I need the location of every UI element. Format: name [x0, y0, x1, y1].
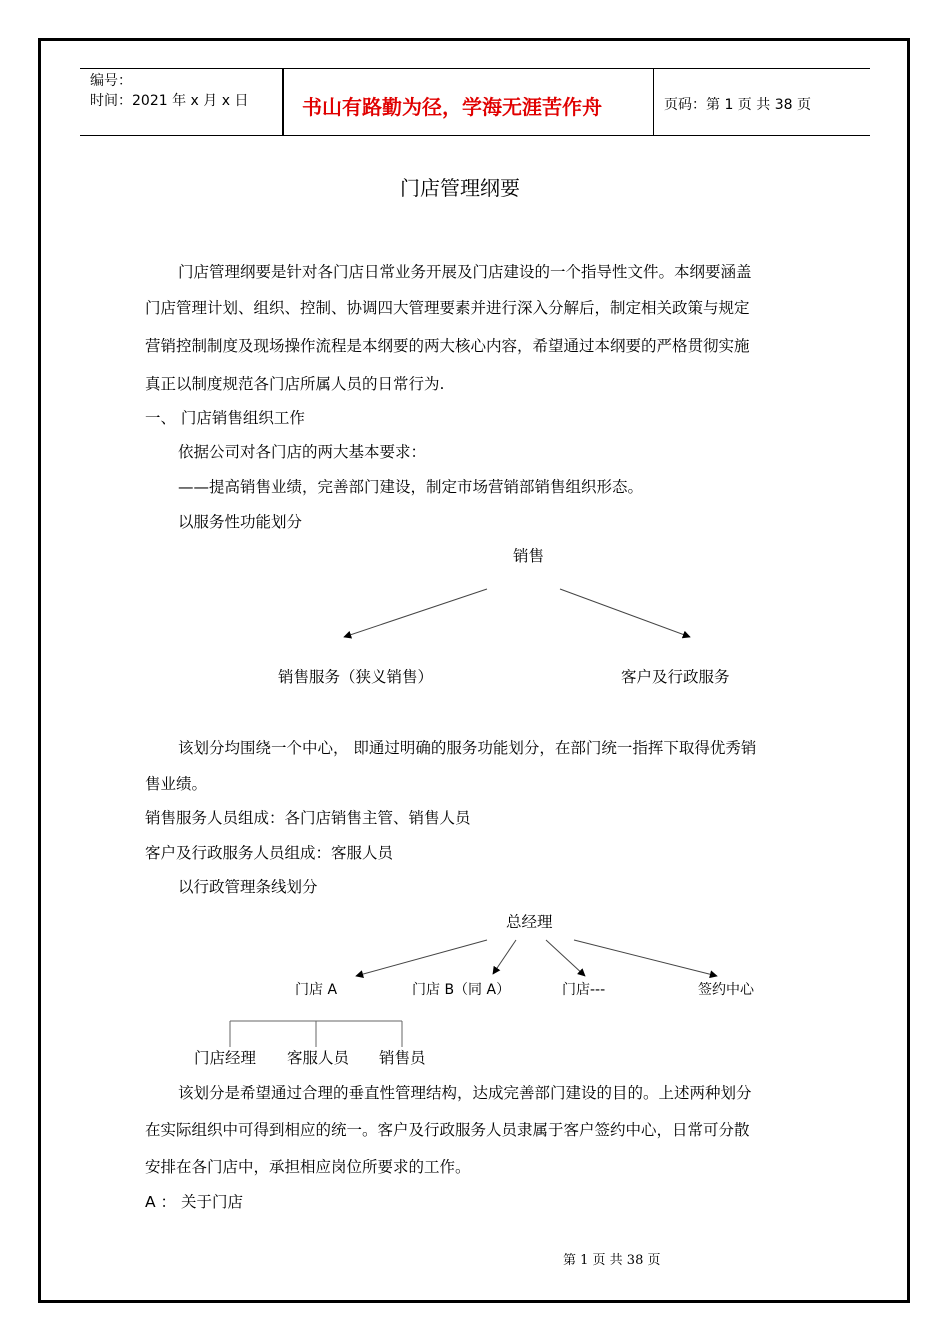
para2-line-1: 该划分均围绕一个中心， 即通过明确的服务功能划分，在部门统一指挥下取得优秀销 [178, 739, 757, 757]
composition-service: 客户及行政服务人员组成：客服人员 [145, 844, 394, 862]
diagram2-sub-sales: 销售员 [379, 1049, 426, 1067]
para3-line-2: 在实际组织中可得到相应的统一。客户及行政服务人员隶属于客户签约中心，日常可分散 [145, 1121, 750, 1139]
page-title: 门店管理纲要 [400, 176, 520, 200]
diagram1-arrow-left [344, 589, 487, 637]
doc-time-label: 时间：2021 年 x 月 x 日 [90, 93, 249, 109]
diagram2-arrow-d [574, 940, 717, 976]
diagram1-right-node: 客户及行政服务 [621, 668, 730, 686]
diagram2-root: 总经理 [506, 913, 553, 931]
diagram1-root: 销售 [513, 547, 545, 565]
para3-line-3: 安排在各门店中，承担相应岗位所要求的工作。 [145, 1158, 471, 1176]
doc-number-label: 编号： [90, 73, 132, 89]
diagram2-node-signing-center: 签约中心 [698, 982, 754, 998]
page-footer: 第 1 页 共 38 页 [563, 1253, 661, 1268]
diagram1-arrow-right [560, 589, 690, 637]
diagram2-arrow-c [546, 940, 585, 976]
para3-line-1: 该划分是希望通过合理的垂直性管理结构，达成完善部门建设的目的。上述两种划分 [178, 1084, 752, 1102]
section-1-heading: 一、 门店销售组织工作 [145, 409, 305, 427]
section-1-line-1: 依据公司对各门店的两大基本要求： [178, 443, 427, 461]
diagram2-sub-service: 客服人员 [287, 1049, 350, 1067]
composition-sales: 销售服务人员组成：各门店销售主管、销售人员 [145, 809, 471, 827]
diagram2-arrow-b [493, 940, 516, 974]
diagram2-sub-manager: 门店经理 [194, 1049, 257, 1067]
intro-line-2: 门店管理计划、组织、控制、协调四大管理要素并进行深入分解后，制定相关政策与规定 [145, 299, 750, 317]
intro-line-4: 真正以制度规范各门店所属人员的日常行为. [145, 375, 445, 393]
intro-line-1: 门店管理纲要是针对各门店日常业务开展及门店建设的一个指导性文件。本纲要涵盖 [178, 263, 752, 281]
subsection-a-heading: A ： 关于门店 [145, 1193, 243, 1211]
section-1-line-3: 以服务性功能划分 [178, 513, 303, 531]
intro-line-3: 营销控制制度及现场操作流程是本纲要的两大核心内容，希望通过本纲要的严格贯彻实施 [145, 337, 750, 355]
diagram2-arrow-a [356, 940, 487, 976]
section-1-line-2: ——提高销售业绩，完善部门建设，制定市场营销部销售组织形态。 [178, 478, 644, 496]
para2-line-2: 售业绩。 [145, 775, 208, 793]
diagram2-node-store-etc: 门店--- [562, 982, 606, 998]
header-motto: 书山有路勤为径，学海无涯苦作舟 [302, 95, 602, 119]
header-page-info: 页码：第 1 页 共 38 页 [664, 97, 811, 113]
diagram2-node-store-a: 门店 A [295, 982, 338, 998]
diagram1-left-node: 销售服务（狭义销售） [278, 668, 434, 686]
diagram2-node-store-b: 门店 B（同 A） [412, 982, 511, 998]
admin-heading: 以行政管理条线划分 [178, 878, 318, 896]
